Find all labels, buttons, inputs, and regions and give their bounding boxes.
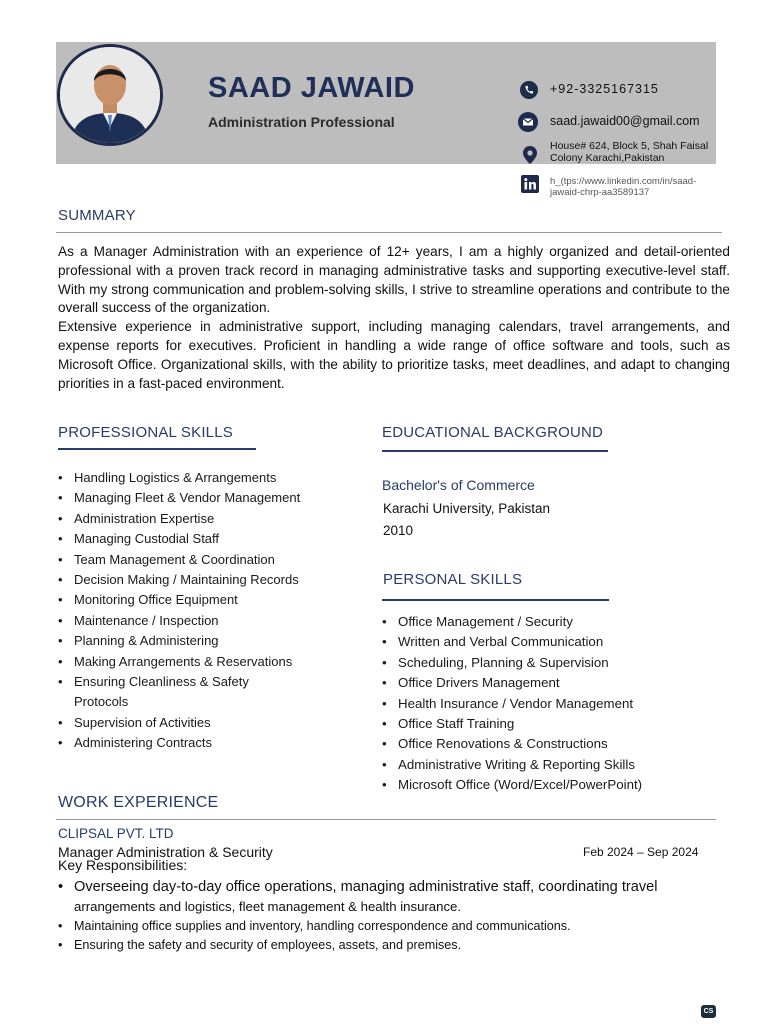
candidate-name: SAAD JAWAID: [208, 72, 415, 104]
key-responsibilities-label: Key Responsibilities:: [58, 857, 188, 873]
address-line-2: Colony Karachi,Pakistan: [550, 152, 665, 164]
candidate-title: Administration Professional: [208, 114, 395, 130]
professional-skills-underline: [58, 448, 256, 450]
summary-paragraph-2: Extensive experience in administrative support, including managing calendars, travel arrangements, and expense reports for executives. Proficient in handling a wide range of office software and tools, such as Microsoft Office. Organizational skills, with the ability to prioritize tasks, meet deadlines, and adapt to changing priorities in a fast-paced environment.: [58, 319, 730, 391]
linkedin-url-line-2[interactable]: jawaid-chrp-aa3589137: [550, 187, 650, 198]
list-item: [58, 878, 718, 917]
list-item: • Ensuring Cleanliness & Safety Protocols: [58, 672, 264, 713]
profile-photo: [57, 44, 163, 146]
education-degree: Bachelor's of Commerce: [382, 477, 535, 493]
education-underline: [382, 450, 608, 452]
list-item: • Planning & Administering: [58, 631, 358, 651]
responsibility-1-line-1: Overseeing day-to-day office operations, managing administrative staff, coordinating travel: [74, 879, 658, 895]
list-item: • Supervision of Activities: [58, 713, 358, 733]
list-item: • Administering Contracts: [58, 733, 358, 753]
summary-paragraph-1: As a Manager Administration with an experience of 12+ years, I am a highly organized and detail-oriented professional with a proven track record in managing administrative tasks and supporting executive-level staff. With my strong communication and problem-solving skills, I strive to streamline operations and contribute to the overall success of the organization.: [58, 244, 730, 316]
list-item: • Administrative Writing & Reporting Skills: [382, 755, 722, 775]
list-item: • Microsoft Office (Word/Excel/PowerPoint): [382, 775, 722, 795]
email-address: saad.jawaid00@gmail.com: [550, 114, 700, 128]
linkedin-icon: [520, 174, 540, 194]
personal-skills-list: [382, 612, 722, 796]
education-heading: EDUCATIONAL BACKGROUND: [382, 424, 604, 441]
list-item: • Written and Verbal Communication: [382, 632, 722, 652]
list-item: • Managing Fleet & Vendor Management: [58, 488, 358, 508]
list-item: • Managing Custodial Staff: [58, 529, 358, 549]
list-item: • Ensuring the safety and security of employees, assets, and premises.: [58, 936, 718, 955]
cs-badge-icon: CS: [701, 1005, 716, 1018]
list-item: • Health Insurance / Vendor Management: [382, 694, 722, 714]
responsibilities-list: [58, 878, 718, 954]
summary-heading: SUMMARY: [58, 207, 136, 224]
list-item: • Scheduling, Planning & Supervision: [382, 653, 722, 673]
education-year: 2010: [383, 523, 414, 538]
summary-divider: [56, 232, 722, 233]
list-item: • Administration Expertise: [58, 509, 358, 529]
work-experience-divider: [56, 819, 716, 820]
job-role: Manager Administration & Security: [58, 844, 273, 860]
list-item: • Maintenance / Inspection: [58, 611, 358, 631]
job-dates: Feb 2024 – Sep 2024: [583, 845, 699, 859]
professional-skills-heading: PROFESSIONAL SKILLS: [58, 424, 233, 441]
summary-body: [58, 243, 730, 393]
list-item: • Office Drivers Management: [382, 673, 722, 693]
list-item: • Office Renovations & Constructions: [382, 734, 722, 754]
linkedin-url-line-1[interactable]: h_(tps://www.linkedin.com/in/saad-: [550, 176, 697, 187]
list-item: • Making Arrangements & Reservations: [58, 652, 358, 672]
list-item: • Decision Making / Maintaining Records: [58, 570, 358, 590]
phone-number: +92-3325167315: [550, 82, 659, 96]
list-item: • Monitoring Office Equipment: [58, 590, 358, 610]
list-item: • Team Management & Coordination: [58, 550, 358, 570]
list-item: • Maintaining office supplies and inventory, handling correspondence and communications.: [58, 917, 718, 936]
professional-skills-list: [58, 468, 358, 754]
list-item: • Office Management / Security: [382, 612, 722, 632]
list-item: • Handling Logistics & Arrangements: [58, 468, 358, 488]
personal-skills-heading: PERSONAL SKILLS: [383, 571, 523, 588]
address-line-1: House# 624, Block 5, Shah Faisal: [550, 140, 709, 152]
education-university: Karachi University, Pakistan: [383, 501, 551, 516]
personal-skills-underline: [382, 599, 609, 601]
email-icon: [518, 112, 538, 132]
phone-icon: [519, 80, 539, 100]
work-experience-heading: WORK EXPERIENCE: [58, 794, 219, 811]
company-name: CLIPSAL PVT. LTD: [58, 826, 174, 841]
location-pin-icon: [520, 145, 540, 165]
list-item: • Office Staff Training: [382, 714, 722, 734]
responsibility-1-line-2: arrangements and logistics, fleet management & health insurance.: [74, 899, 462, 914]
